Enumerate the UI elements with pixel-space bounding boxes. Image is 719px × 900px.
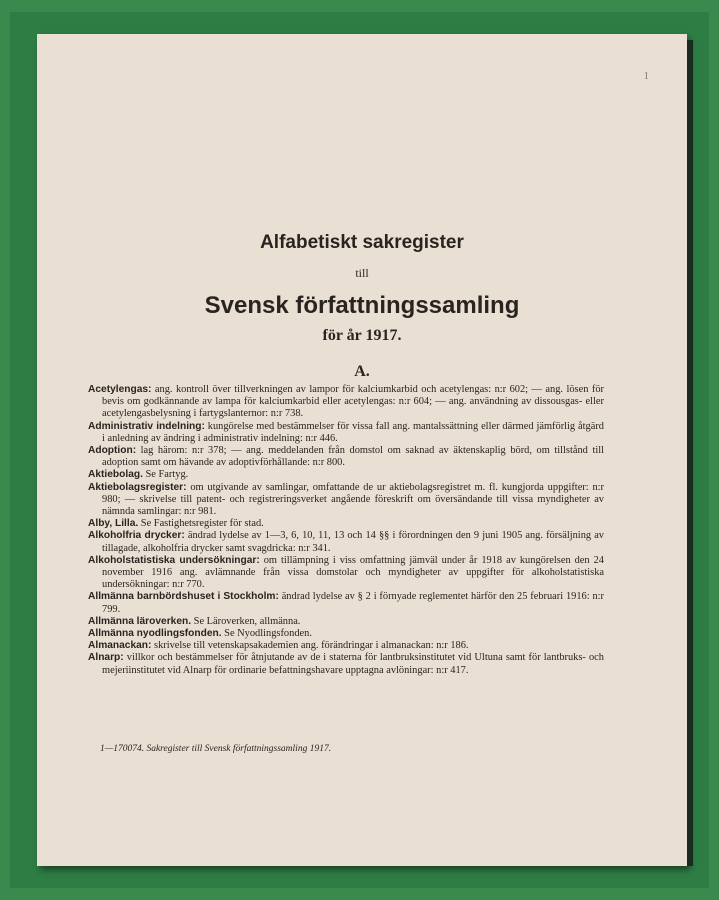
list-item: [88, 616, 604, 628]
list-item: [88, 384, 604, 421]
document-page: [37, 34, 687, 866]
entry-text: Se Fartyg.: [142, 469, 189, 481]
list-item: [88, 591, 604, 615]
entry-term: Alkoholfria drycker:: [88, 530, 185, 542]
entry-term: Aktiebolagsregister:: [88, 481, 187, 493]
entry-text: villkor och bestämmelser för åtnjutande av de i staterna för lantbruksinstitutet vid Ultuna samt för lantbruks- och mejeriinstitutet vid Alnarp för ordinarie befattningshavare upptagna avlöningar: n:r 417.: [102, 652, 604, 676]
entry-term: Allmänna läroverken.: [88, 615, 192, 627]
list-item: [88, 518, 604, 530]
list-item: [88, 482, 604, 519]
entry-text: ändrad lydelse av § 2 i förnyade reglementet härför den 25 februari 1916: n:r 799.: [102, 591, 604, 615]
list-item: [88, 445, 604, 469]
entry-term: Aktiebolag.: [88, 469, 143, 481]
list-item: [88, 421, 604, 445]
entry-text: om utgivande av samlingar, omfattande de ur aktiebolagsregistret m. fl. kungjorda uppgifter: n:r 980; — skrivelse till patent- och registreringsverket angående föreskrift om översändande till vissa myndigheter av nämnda samlingar: n:r 981.: [102, 481, 604, 518]
entry-text: ändrad lydelse av 1—3, 6, 10, 11, 13 och 14 §§ i förordningen den 9 juni 1905 ang. försäljning av tillagade, alkoholfria drycker samt svagdricka: n:r 341.: [102, 530, 604, 554]
entry-term: Allmänna nyodlingsfonden.: [88, 628, 222, 640]
page-edge-shadow: [687, 40, 693, 866]
entry-term: Allmänna barnbördshuset i Stockholm:: [88, 591, 279, 603]
entry-text: kungörelse med bestämmelser för vissa fall ang. mantalssättning eller därmed jämförlig åtgärd i anledning av ändring i administrativ indelning: n:r 446.: [102, 420, 604, 444]
register-title: Alfabetiskt sakregister: [260, 232, 464, 253]
entry-term: Alby, Lilla.: [88, 518, 139, 530]
entry-text: lag härom: n:r 378; — ang. meddelanden från domstol om saknad av äktenskaplig börd, om tillstånd till adoption samt om hävande av adoptivförhållande: n:r 800.: [102, 445, 604, 469]
entry-term: Administrativ indelning:: [88, 420, 205, 432]
entry-text: Se Nyodlingsfonden.: [221, 628, 312, 640]
entry-term: Almanackan:: [88, 640, 152, 652]
list-item: [88, 530, 604, 554]
entry-term: Acetylengas:: [88, 384, 152, 395]
entry-list: [88, 384, 604, 677]
section-letter: A.: [354, 363, 370, 380]
entry-text: om tillämpning i viss omfattning jämväl under år 1918 av kungörelsen den 24 november 1916 ang. avlämnande från vissa domstolar och myndigheter av uppgifter för alkoholstatistiska undersökningar: n:r 770.: [102, 554, 604, 591]
entry-term: Adoption:: [88, 445, 137, 457]
page-footer: 1—170074. Sakregister till Svensk författningssamling 1917.: [100, 744, 332, 754]
entry-text: skrivelse till vetenskapsakademien ang. förändringar i almanackan: n:r 186.: [151, 640, 469, 652]
entry-term: Alnarp:: [88, 652, 124, 664]
entry-text: ang. kontroll över tillverkningen av lampor för kalciumkarbid och acetylengas: n:r 602; — ang. lösen för bevis om godkännande av lampa för kalciumkarbid eller acetylengas: n:r 604; — ang. användning av dissousgas- eller acetylengasbelysning i fartygslanternor: n:r 738.: [102, 384, 604, 420]
list-item: [88, 555, 604, 592]
list-item: [88, 628, 604, 640]
list-item: [88, 640, 604, 652]
entry-term: Alkoholstatistiska undersökningar:: [88, 554, 260, 566]
list-item: [88, 652, 604, 676]
year-line: för år 1917.: [322, 327, 402, 344]
till-word: till: [355, 266, 369, 280]
corner-mark: 1: [643, 70, 649, 82]
entry-text: Se Läroverken, allmänna.: [191, 615, 301, 627]
entry-text: Se Fastighetsregister för stad.: [138, 518, 264, 530]
list-item: [88, 469, 604, 481]
publication-title: Svensk författningssamling: [204, 292, 520, 319]
